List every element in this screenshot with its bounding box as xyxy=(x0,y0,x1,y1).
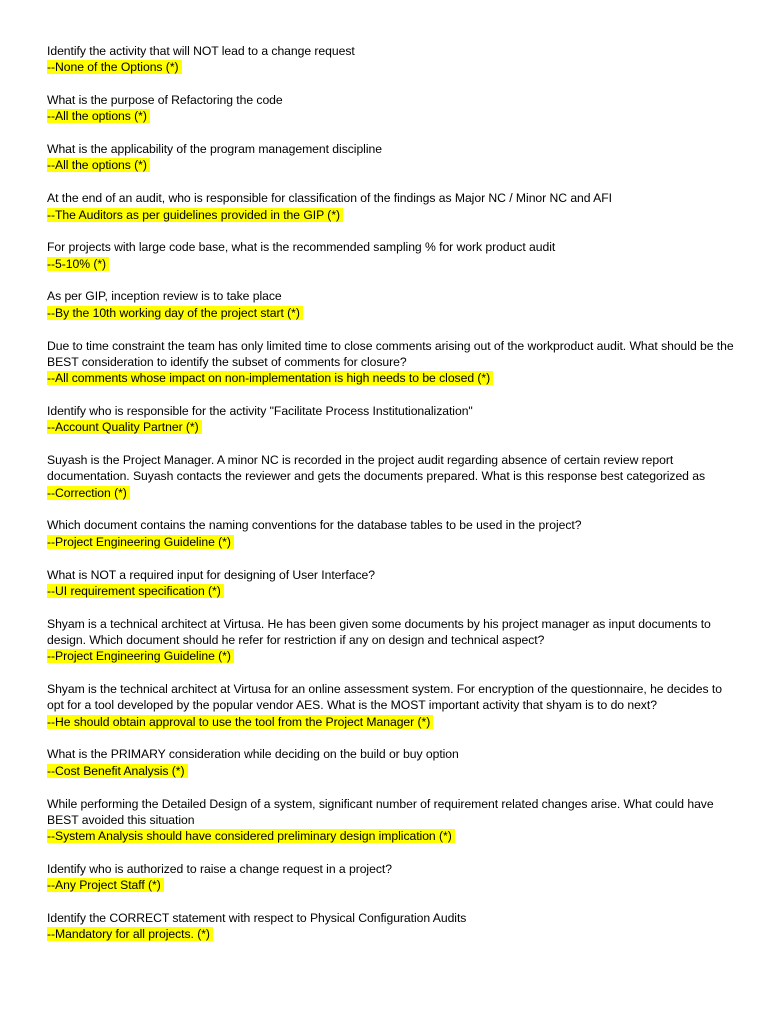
qa-item xyxy=(47,288,737,321)
question-text: Suyash is the Project Manager. A minor NC is recorded in the project audit regarding absence of certain review report documentation. Suyash contacts the reviewer and gets the documents prepared. What is this response best categorized as xyxy=(47,453,706,484)
qa-item xyxy=(47,616,737,665)
question-text: Shyam is the technical architect at Virtusa for an online assessment system. For encryption of the questionnaire, he decides to opt for a tool developed by the popular vendor AES. What is the MOST important activity that shyam is to do next? xyxy=(47,682,722,713)
answer-text xyxy=(47,583,737,599)
question-text: What is the PRIMARY consideration while deciding on the build or buy option xyxy=(47,747,459,762)
answer-text xyxy=(47,485,737,501)
question-text: What is the applicability of the program management discipline xyxy=(47,142,382,157)
question-text: Identify the activity that will NOT lead to a change request xyxy=(47,44,355,58)
answer-text xyxy=(47,763,737,779)
question-text: At the end of an audit, who is responsible for classification of the findings as Major NC / Minor NC and AFI xyxy=(47,191,612,206)
question-text: Identify who is responsible for the activity "Facilitate Process Institutionalization" xyxy=(47,403,473,418)
question-text: Identify who is authorized to raise a change request in a project? xyxy=(47,861,392,876)
answer-text xyxy=(47,534,737,550)
qa-item xyxy=(47,141,737,174)
answer-highlight: --Project Engineering Guideline (*) xyxy=(47,649,234,663)
answer-highlight: --Correction (*) xyxy=(47,486,130,500)
qa-item xyxy=(47,452,737,501)
question-text: Due to time constraint the team has only limited time to close comments arising out of the workproduct audit. What should be the BEST consideration to identify the subset of comments for closure? xyxy=(47,338,734,369)
answer-highlight: --5-10% (*) xyxy=(47,257,109,271)
qa-item xyxy=(47,92,737,125)
answer-text xyxy=(47,926,737,942)
question-text: Which document contains the naming conventions for the database tables to be used in the project? xyxy=(47,518,582,533)
answer-highlight: --None of the Options (*) xyxy=(47,60,182,74)
qa-item xyxy=(47,517,737,550)
question-text: While performing the Detailed Design of a system, significant number of requirement related changes arise. What could have BEST avoided this situation xyxy=(47,796,714,827)
question-text: What is the purpose of Refactoring the code xyxy=(47,93,283,108)
document-page xyxy=(47,43,737,959)
answer-text xyxy=(47,207,737,223)
answer-highlight: --Mandatory for all projects. (*) xyxy=(47,927,213,941)
qa-item xyxy=(47,190,737,223)
answer-highlight: --All the options (*) xyxy=(47,158,150,172)
answer-highlight: --Any Project Staff (*) xyxy=(47,878,164,892)
answer-highlight: --Project Engineering Guideline (*) xyxy=(47,535,234,549)
answer-highlight: --The Auditors as per guidelines provided in the GIP (*) xyxy=(47,208,343,222)
answer-text xyxy=(47,370,737,386)
qa-item xyxy=(47,796,737,845)
qa-item xyxy=(47,239,737,272)
answer-text xyxy=(47,714,737,730)
answer-highlight: --By the 10th working day of the project start (*) xyxy=(47,306,303,320)
answer-highlight: --Account Quality Partner (*) xyxy=(47,420,202,434)
qa-item xyxy=(47,861,737,894)
qa-item xyxy=(47,403,737,436)
answer-text xyxy=(47,157,737,173)
question-text: What is NOT a required input for designing of User Interface? xyxy=(47,567,375,582)
qa-item xyxy=(47,910,737,943)
qa-item xyxy=(47,681,737,730)
answer-text xyxy=(47,828,737,844)
answer-text xyxy=(47,305,737,321)
qa-item xyxy=(47,338,737,387)
question-text: Identify the CORRECT statement with respect to Physical Configuration Audits xyxy=(47,910,467,925)
qa-item xyxy=(47,43,737,76)
answer-highlight: --He should obtain approval to use the tool from the Project Manager (*) xyxy=(47,715,433,729)
answer-highlight: --All comments whose impact on non-implementation is high needs to be closed (*) xyxy=(47,371,493,385)
qa-item xyxy=(47,746,737,779)
answer-highlight: --System Analysis should have considered preliminary design implication (*) xyxy=(47,829,455,843)
answer-text xyxy=(47,877,737,893)
answer-text xyxy=(47,256,737,272)
question-text: Shyam is a technical architect at Virtusa. He has been given some documents by his project manager as input documents to design. Which document should he refer for restriction if any on design and technical aspect? xyxy=(47,616,711,647)
answer-text xyxy=(47,419,737,435)
question-text: For projects with large code base, what is the recommended sampling % for work product audit xyxy=(47,240,556,255)
question-text: As per GIP, inception review is to take place xyxy=(47,289,282,304)
qa-item xyxy=(47,567,737,600)
answer-highlight: --UI requirement specification (*) xyxy=(47,584,224,598)
answer-text xyxy=(47,108,737,124)
answer-highlight: --Cost Benefit Analysis (*) xyxy=(47,764,188,778)
answer-text xyxy=(47,648,737,664)
answer-highlight: --All the options (*) xyxy=(47,109,150,123)
answer-text xyxy=(47,59,737,75)
